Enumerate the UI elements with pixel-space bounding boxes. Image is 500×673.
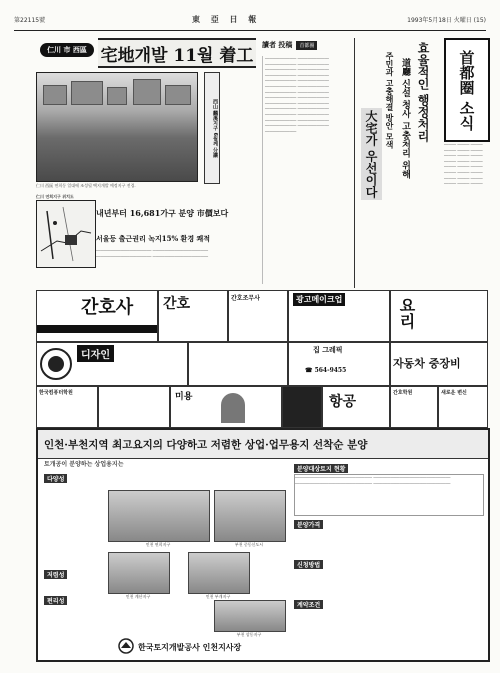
ad-nursing-1-title: 간호사 — [81, 297, 134, 318]
land-photo-3 — [108, 552, 170, 594]
ad-hair-title: 미용 — [175, 392, 193, 402]
middle-article-tag: 首都圈 — [296, 41, 317, 50]
issue-number: 第22115號 — [14, 16, 46, 24]
site-photo — [36, 72, 198, 182]
ad-design-title: 디자인 — [77, 345, 114, 362]
ad-computer-title: 한국컴퓨터학원 — [39, 390, 73, 396]
ad-new-title: 새로운 변신 — [441, 390, 467, 396]
sponsor-logo-icon — [118, 638, 134, 654]
ad-interior — [288, 342, 390, 386]
land-photo-2-caption: 부천 중동신도시 — [234, 542, 264, 547]
ad-nurse-blue-title: 간호학원 — [393, 390, 413, 396]
ad-nursing-1 — [36, 290, 158, 342]
ad-cooking — [390, 290, 488, 342]
land-photo-4 — [188, 552, 250, 594]
right-article — [354, 38, 441, 288]
land-sale-ad — [36, 428, 490, 662]
ad-makeup-title: 광고메이크업 — [293, 293, 345, 306]
ad-car — [390, 342, 488, 386]
ad-car-title: 자동차 중장비 — [393, 357, 461, 370]
land-sale-header-2: 저렴성 — [44, 570, 67, 579]
ad-nursing-3 — [228, 290, 288, 342]
middle-article-title: 讀者 投稿 — [262, 40, 293, 49]
land-table: ──────────────────────────────── ──────────────────────────────── ──────────────────────────────── ──────────────────────────────── — [294, 474, 484, 516]
newspaper-title: 東 亞 日 報 — [191, 13, 261, 24]
land-right-header-2: 분양가격 — [294, 520, 323, 529]
right-vertical-headline-3: 주민과 고충해결 방안 모색 — [385, 52, 395, 149]
right-vertical-headline-4: 大宅가 우선이다 — [361, 108, 382, 200]
land-right-header-3: 신청방법 — [294, 560, 323, 569]
land-photo-5-caption: 부천 상동지구 — [236, 632, 262, 637]
ad-hair-portrait — [221, 393, 245, 423]
land-right-header-4: 계약조건 — [294, 600, 323, 609]
land-photo-3-caption: 인천 계산지구 — [125, 594, 151, 599]
article-body-left: ─────────────────────── ─────────────────────── ─────────────────────── ─────────────────────── — [96, 248, 209, 259]
main-headline: 宅地개발 11월 着工 — [98, 38, 256, 68]
sub-headline-1: 내년부터 16,681가구 분양 市價보다 — [96, 208, 229, 218]
ad-blank-1 — [98, 386, 170, 428]
section-badge: 仁川 市 西區 — [40, 43, 94, 57]
ad-interior-phone: ☎ 564-9455 — [305, 367, 347, 374]
photo-caption: 仁川 西區 연희동 일대에 조성될 택지개발 예정지구 전경. — [36, 183, 136, 188]
article-body-right: ───── ───── ───── ───── ───── ───── ───── ───── ───── ───── ───── ───── ───── ───── ───── ───── ───── ───── ───── ───── ───── ───── ───── ───── — [444, 142, 483, 187]
land-photo-2 — [214, 490, 286, 542]
ad-design-logo — [39, 347, 73, 381]
ad-black — [282, 386, 322, 428]
land-photo-5 — [214, 600, 286, 632]
land-right-header-1: 분양대상토지 현황 — [294, 464, 348, 473]
land-sale-headline: 인천·부천지역 최고요지의 다양하고 저렴한 상업·업무용지 선착순 분양 — [44, 438, 368, 451]
ad-nurse-blue — [390, 386, 438, 428]
ad-cooking-title: 요리 — [397, 297, 416, 329]
ad-nursing-2-title: 간호 — [163, 296, 191, 312]
issue-date: 1993年5月18日 火曜日 (15) — [407, 16, 486, 24]
map-label: 仁川 연희지구 위치도 — [36, 194, 74, 199]
right-vertical-headline-2: 道廳 신설 청사 고충처리 위해 — [400, 58, 410, 179]
ad-design — [36, 342, 188, 386]
masthead — [14, 8, 486, 31]
land-sale-header-3: 편리성 — [44, 596, 67, 605]
sponsor-name: 한국토지개발공사 인천지사장 — [138, 642, 242, 652]
ad-aviation-title: 항공 — [329, 394, 357, 410]
ad-nursing-2 — [158, 290, 228, 342]
ad-nursing-3-title: 간호조무사 — [231, 295, 260, 302]
ad-institute — [188, 342, 288, 386]
right-vertical-headline-1: 효율적인 행정처리 — [416, 42, 430, 143]
section-title: 首都圈 소식 — [444, 38, 490, 142]
location-map — [36, 200, 96, 268]
ad-nursing-1-strip — [37, 325, 157, 333]
land-sale-banner — [38, 430, 488, 459]
ad-new — [438, 386, 488, 428]
land-photo-1 — [108, 490, 210, 542]
ad-hair — [170, 386, 282, 428]
middle-article-header — [262, 38, 348, 52]
ad-interior-title: 집 그레픽 — [313, 345, 343, 354]
land-sale-intro: 토개공이 분양하는 상업용지는 — [44, 461, 124, 468]
map-drawing — [37, 201, 95, 267]
vertical-caption: 西山 麟溪지구 6월께 分讓 — [204, 72, 220, 184]
land-sale-header-1: 다양성 — [44, 474, 67, 483]
ad-makeup — [288, 290, 390, 342]
ad-computer — [36, 386, 98, 428]
sub-headline-2: 서울등 출근권리 녹지15% 환경 쾌적 — [96, 234, 211, 243]
land-photo-1-caption: 인천 연희지구 — [145, 542, 171, 547]
article-body-middle: ───────────── ───────────── ───────────── ───────────── ───────────── ───────────── ───────────── ───────────── ───────────── ───────────── ───────────── ───────────── ───────────── ───────────── ───────────── ───────────── ───────────── ───────────── ───────────── ───────────── ───────────── ───────────── ───────────── ───────────── ───────────── ───────────── ───────────── — [262, 56, 353, 284]
land-photo-4-caption: 인천 부개지구 — [205, 594, 231, 599]
ad-aviation — [322, 386, 390, 428]
